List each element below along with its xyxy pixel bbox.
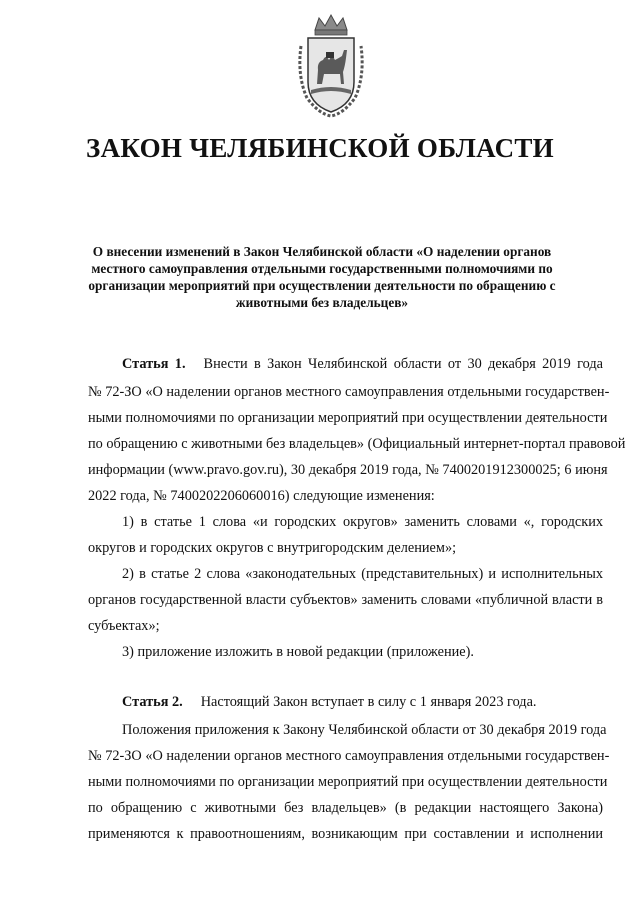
article-1-line: округов и городских округов с внутригородским делением»; <box>88 540 457 556</box>
article-2-line: Положения приложения к Закону Челябинской области от 30 декабря 2019 года <box>122 722 607 738</box>
article-1-item-2: 2) в статье 2 слова «законодательных (представительных) и исполнительных <box>122 566 603 582</box>
article-1-item-3: 3) приложение изложить в новой редакции (приложение). <box>122 644 474 660</box>
subject-line: организации мероприятий при осуществлении деятельности по обращению с <box>88 278 556 293</box>
article-2-line: применяются к правоотношениям, возникающим при составлении и исполнении <box>88 826 603 842</box>
article-2-line: № 72-ЗО «О наделении органов местного самоуправления отдельными государствен- <box>88 748 610 764</box>
article-2-line: ными полномочиями по организации мероприятий при осуществлении деятельности <box>88 774 608 790</box>
article-2-label: Статья 2. <box>122 694 183 710</box>
law-subject <box>82 243 562 311</box>
subject-line: местного самоуправления отдельными государственными полномочиями по <box>91 261 553 276</box>
article-1-line: 2022 года, № 7400202206060016) следующие изменения: <box>88 488 435 504</box>
article-1-line: ными полномочиями по организации мероприятий при осуществлении деятельности <box>88 410 608 426</box>
article-1-line: субъектах»; <box>88 618 160 634</box>
subject-line: О внесении изменений в Закон Челябинской области «О наделении органов <box>92 244 552 259</box>
article-1-line: информации (www.pravo.gov.ru), 30 декабря 2019 года, № 7400201912300025; 6 июня <box>88 462 608 478</box>
article-1-line: № 72-ЗО «О наделении органов местного самоуправления отдельными государствен- <box>88 384 610 400</box>
article-1-item-1: 1) в статье 1 слова «и городских округов» заменить словами «, городских <box>122 514 603 530</box>
article-2-first-line <box>122 692 603 712</box>
article-1-label: Статья 1. <box>122 356 186 372</box>
subject-line: животными без владельцев» <box>235 295 409 310</box>
article-1-line: по обращению с животными без владельцев» (Официальный интернет-портал правовой <box>88 436 626 452</box>
article-2-text: Настоящий Закон вступает в силу с 1 января 2023 года. <box>200 694 537 710</box>
article-1-first-line <box>122 354 603 374</box>
article-2-line: по обращению с животными без владельцев» (в редакции настоящего Закона) <box>88 800 603 816</box>
article-1-text: Внести в Закон Челябинской области от 30 декабря 2019 года <box>203 356 603 372</box>
coat-of-arms-icon <box>291 12 371 120</box>
law-title: ЗАКОН ЧЕЛЯБИНСКОЙ ОБЛАСТИ <box>86 133 554 163</box>
article-1-line: органов государственной власти субъектов» заменить словами «публичной власти в <box>88 592 603 608</box>
